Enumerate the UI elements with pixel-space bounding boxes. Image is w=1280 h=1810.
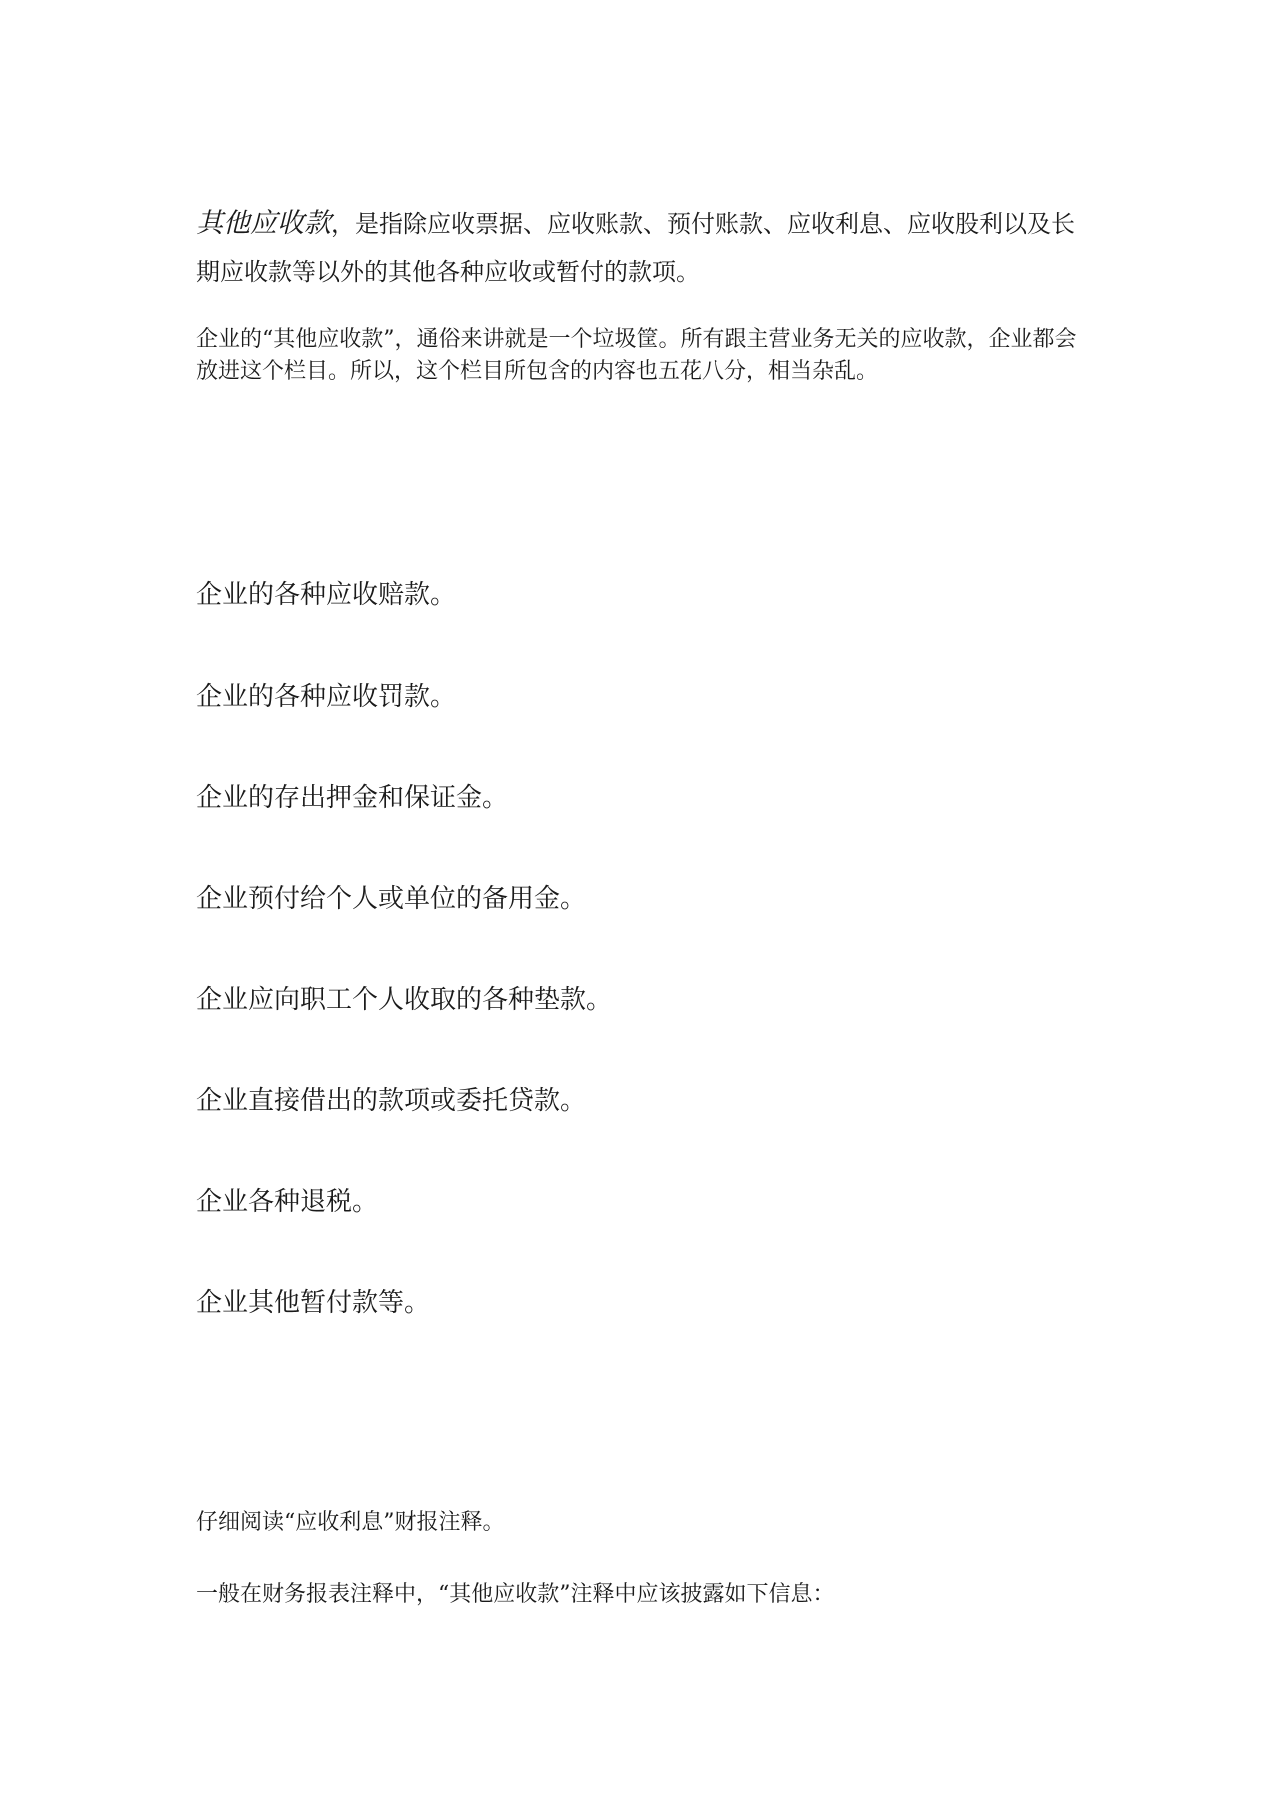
list-item: 企业直接借出的款项或委托贷款。 [196, 1086, 587, 1116]
definition-text: ，是指除应收票据、应收账款、预付账款、应收利息、应收股利以及长期应收款等以外的其他各种应收或暂付的款项。 [196, 210, 1075, 286]
definition-paragraph [196, 200, 1096, 296]
note-line: 仔细阅读“应收利息”财报注释。 [196, 1510, 505, 1535]
list-item: 企业的各种应收赔款。 [196, 580, 457, 610]
list-item: 企业预付给个人或单位的备用金。 [196, 884, 587, 914]
list-item: 企业其他暂付款等。 [196, 1288, 431, 1318]
list-item: 企业应向职工个人收取的各种垫款。 [196, 985, 613, 1015]
list-item: 企业各种退税。 [196, 1187, 379, 1217]
definition-term: 其他应收款 [196, 208, 331, 239]
list-item: 企业的各种应收罚款。 [196, 682, 457, 712]
note-line: 一般在财务报表注释中，“其他应收款”注释中应该披露如下信息： [196, 1582, 835, 1607]
description-paragraph: 企业的“其他应收款”，通俗来讲就是一个垃圾筐。所有跟主营业务无关的应收款，企业都会放进这个栏目。所以，这个栏目所包含的内容也五花八分，相当杂乱。 [196, 327, 1077, 384]
list-item: 企业的存出押金和保证金。 [196, 783, 509, 813]
